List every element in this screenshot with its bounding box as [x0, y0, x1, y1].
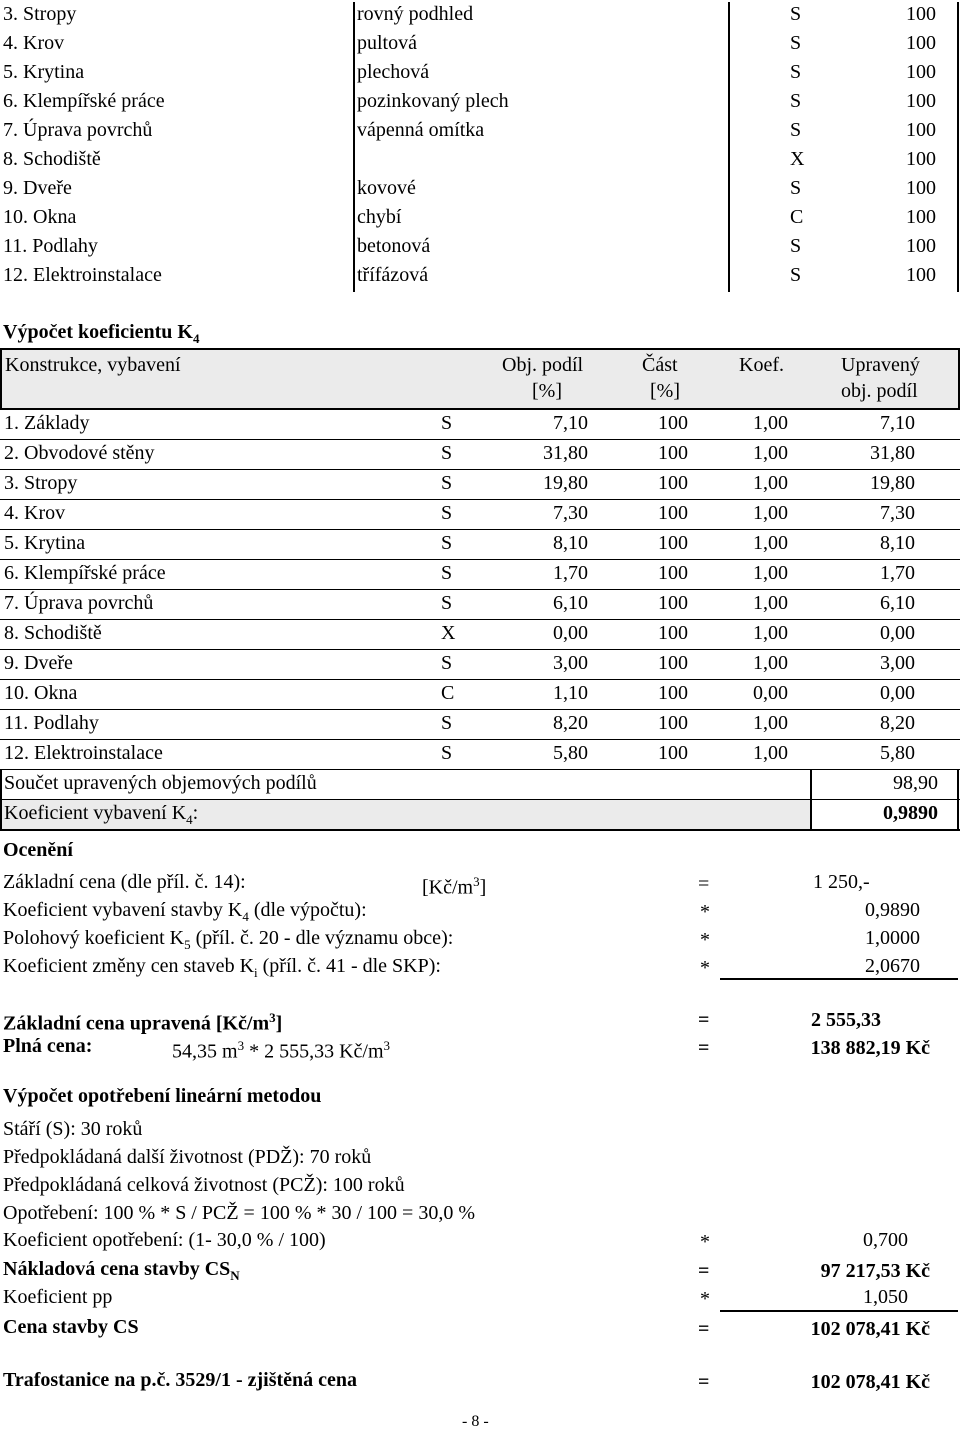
row-code: X [441, 622, 456, 644]
final-price-operator: = [698, 1371, 710, 1393]
row-description: betonová [357, 235, 431, 257]
row-coef: 1,00 [753, 622, 788, 644]
row-code: S [790, 119, 802, 141]
table-row [0, 710, 960, 740]
k4-label: Koeficient vybavení $K_4$: [4, 802, 199, 827]
row-name: 8. Schodiště [4, 622, 102, 644]
row-name: 1. Základy [4, 412, 90, 434]
row-code: S [441, 412, 453, 434]
k4-table [0, 348, 960, 831]
row-code: S [790, 61, 802, 83]
row-coef: 1,00 [753, 442, 788, 464]
building-price-label: Cena stavby CS [3, 1316, 139, 1338]
row-adjusted-share: 8,10 [880, 532, 915, 554]
row-adjusted-share: 7,30 [880, 502, 915, 524]
row-name: 7. Úprava povrchů [3, 119, 153, 141]
row-code: S [790, 235, 802, 257]
header-adjusted-share: obj. podíl [841, 380, 918, 402]
row-part: 100 [658, 622, 688, 644]
row-part: 100 [658, 532, 688, 554]
sum-label: Součet upravených objemových podílů [4, 772, 317, 794]
k5-line: Polohový koeficient $K_5$ (příl. č. 20 - dle významu obce): [3, 927, 454, 952]
sum-row [0, 770, 960, 800]
row-code: S [790, 177, 802, 199]
pp-coef-operator: * [700, 1288, 710, 1310]
base-price-value: 1 250,- [813, 871, 870, 893]
final-price-value: 102 078,41 Kč [810, 1371, 930, 1393]
row-percent: 100 [906, 32, 936, 54]
row-obj-share: 8,20 [553, 712, 588, 734]
row-part: 100 [658, 712, 688, 734]
row-name: 12. Elektroinstalace [4, 742, 163, 764]
row-part: 100 [658, 502, 688, 524]
k4-table-header [0, 348, 960, 410]
row-adjusted-share: 7,10 [880, 412, 915, 434]
row-name: 12. Elektroinstalace [3, 264, 162, 286]
table-row [0, 89, 960, 118]
remaining-life-line: Předpokládaná další životnost (PDŽ): 70 roků [3, 1146, 372, 1168]
row-code: S [441, 502, 453, 524]
row-code: S [790, 264, 802, 286]
table-row [0, 500, 960, 530]
row-adjusted-share: 8,20 [880, 712, 915, 734]
row-obj-share: 7,10 [553, 412, 588, 434]
building-price-value: 102 078,41 Kč [810, 1318, 930, 1340]
full-price-label: Plná cena: [3, 1035, 93, 1057]
row-description: kovové [357, 177, 416, 199]
cost-price-value: 97 217,53 Kč [820, 1260, 930, 1282]
row-obj-share: 6,10 [553, 592, 588, 614]
table-row [0, 176, 960, 205]
row-obj-share: 7,30 [553, 502, 588, 524]
depreciation-coef-value: 0,700 [863, 1229, 908, 1251]
row-adjusted-share: 5,80 [880, 742, 915, 764]
row-name: 8. Schodiště [3, 148, 101, 170]
row-name: 11. Podlahy [3, 235, 98, 257]
header-part-unit: [%] [650, 380, 680, 402]
table-row [0, 590, 960, 620]
row-coef: 1,00 [753, 502, 788, 524]
table-row [0, 470, 960, 500]
full-price-formula: 54,35 $m^3 * 2$ 555,33 $Kč/m^3$ [172, 1038, 390, 1063]
row-percent: 100 [906, 90, 936, 112]
base-price-label: Základní cena (dle příl. č. 14): [3, 871, 246, 893]
row-obj-share: 8,10 [553, 532, 588, 554]
row-obj-share: 1,70 [553, 562, 588, 584]
row-code: S [790, 90, 802, 112]
depreciation-coef-label: Koeficient opotřebení: (1- 30,0 % / 100) [3, 1229, 326, 1251]
k5-line-value: 1,0000 [865, 927, 920, 949]
row-coef: 1,00 [753, 412, 788, 434]
row-name: 9. Dveře [3, 177, 72, 199]
table-row [0, 410, 960, 440]
table-row [0, 60, 960, 89]
row-obj-share: 0,00 [553, 622, 588, 644]
row-code: C [790, 206, 804, 228]
row-adjusted-share: 0,00 [880, 622, 915, 644]
row-part: 100 [658, 682, 688, 704]
ki-line: Koeficient změny cen staveb $K_i$ (příl. č. 41 - dle SKP): [3, 955, 441, 980]
header-part: Část [642, 354, 678, 376]
adjusted-base-price-value: 2 555,33 [811, 1009, 881, 1031]
age-line: Stáří (S): 30 roků [3, 1118, 143, 1140]
row-adjusted-share: 19,80 [870, 472, 915, 494]
header-coef: Koef. [739, 354, 784, 376]
pp-coef-label: Koeficient pp [3, 1286, 113, 1308]
row-name: 5. Krytina [3, 61, 85, 83]
row-adjusted-share: 0,00 [880, 682, 915, 704]
row-name: 4. Krov [3, 32, 65, 54]
row-percent: 100 [906, 177, 936, 199]
row-description: třífázová [357, 264, 429, 286]
full-price-value: 138 882,19 Kč [810, 1037, 930, 1059]
row-percent: 100 [906, 3, 936, 25]
table-row [0, 2, 960, 31]
row-coef: 1,00 [753, 562, 788, 584]
ki-operator: * [700, 957, 710, 979]
row-part: 100 [658, 472, 688, 494]
table-row [0, 530, 960, 560]
row-name: 6. Klempířské práce [3, 90, 165, 112]
table-row [0, 680, 960, 710]
row-part: 100 [658, 562, 688, 584]
depreciation-line: Opotřebení: 100 % * S / PCŽ = 100 % * 30 / 100 = 30,0 % [3, 1202, 475, 1224]
row-percent: 100 [906, 206, 936, 228]
row-obj-share: 1,10 [553, 682, 588, 704]
row-part: 100 [658, 652, 688, 674]
row-percent: 100 [906, 235, 936, 257]
row-part: 100 [658, 742, 688, 764]
valuation-title: Ocenění [3, 839, 73, 861]
row-part: 100 [658, 412, 688, 434]
row-adjusted-share: 3,00 [880, 652, 915, 674]
row-adjusted-share: 31,80 [870, 442, 915, 464]
row-name: 2. Obvodové stěny [4, 442, 155, 464]
row-obj-share: 3,00 [553, 652, 588, 674]
table-row [0, 740, 960, 770]
row-code: X [790, 148, 805, 170]
row-coef: 0,00 [753, 682, 788, 704]
row-code: S [441, 562, 453, 584]
depreciation-title: Výpočet opotřebení lineární metodou [3, 1085, 322, 1107]
row-part: 100 [658, 592, 688, 614]
k4-line-value: 0,9890 [865, 899, 920, 921]
adjusted-base-price-label: Základní cena upravená $[Kč/m^3]$ [3, 1010, 283, 1035]
header-obj-share: Obj. podíl [502, 354, 584, 376]
row-name: 9. Dveře [4, 652, 73, 674]
adjusted-base-operator: = [698, 1009, 710, 1031]
row-coef: 1,00 [753, 592, 788, 614]
row-coef: 1,00 [753, 652, 788, 674]
building-price-operator: = [698, 1318, 710, 1340]
row-description: pultová [357, 32, 417, 54]
row-code: S [441, 652, 453, 674]
cost-price-label: Nákladová cena stavby $CS_N$ [3, 1258, 240, 1283]
depreciation-coef-operator: * [700, 1231, 710, 1253]
row-part: 100 [658, 442, 688, 464]
row-obj-share: 31,80 [543, 442, 588, 464]
total-underline [720, 1310, 958, 1312]
k5-operator: * [700, 929, 710, 951]
header-construction: Konstrukce, vybavení [5, 354, 181, 376]
row-name: 3. Stropy [4, 472, 78, 494]
row-percent: 100 [906, 119, 936, 141]
row-adjusted-share: 1,70 [880, 562, 915, 584]
row-adjusted-share: 6,10 [880, 592, 915, 614]
row-description: pozinkovaný plech [357, 90, 509, 112]
row-name: 7. Úprava povrchů [4, 592, 154, 614]
row-description: vápenná omítka [357, 119, 485, 141]
row-name: 3. Stropy [3, 3, 77, 25]
row-code: S [441, 712, 453, 734]
row-code: S [441, 532, 453, 554]
total-life-line: Předpokládaná celková životnost (PCŽ): 100 roků [3, 1174, 405, 1196]
pp-coef-value: 1,050 [863, 1286, 908, 1308]
table-row [0, 147, 960, 176]
ki-line-value: 2,0670 [865, 955, 920, 977]
row-percent: 100 [906, 264, 936, 286]
table-row [0, 440, 960, 470]
k4-coefficient-row [0, 800, 960, 831]
row-description: plechová [357, 61, 430, 83]
cost-price-operator: = [698, 1260, 710, 1282]
sum-value: 98,90 [893, 772, 938, 794]
k4-operator: * [700, 901, 710, 923]
row-coef: 1,00 [753, 742, 788, 764]
row-name: 4. Krov [4, 502, 66, 524]
structure-table-top [0, 2, 960, 292]
row-coef: 1,00 [753, 472, 788, 494]
table-row [0, 263, 960, 292]
base-price-operator: = [698, 873, 710, 895]
page-number: - 8 - [462, 1413, 489, 1430]
row-percent: 100 [906, 61, 936, 83]
table-row [0, 205, 960, 234]
row-name: 5. Krytina [4, 532, 86, 554]
table-row [0, 31, 960, 60]
row-code: C [441, 682, 455, 704]
row-code: S [790, 32, 802, 54]
row-code: S [790, 3, 802, 25]
k4-section-title: Výpočet koeficientu $K_4$ [3, 321, 200, 346]
full-price-operator: = [698, 1037, 710, 1059]
row-percent: 100 [906, 148, 936, 170]
row-code: S [441, 472, 453, 494]
row-code: S [441, 742, 453, 764]
row-name: 10. Okna [4, 682, 78, 704]
row-code: S [441, 592, 453, 614]
header-adjusted: Upravený [841, 354, 920, 376]
row-name: 10. Okna [3, 206, 77, 228]
table-row [0, 560, 960, 590]
base-price-unit: $[Kč/m^3]$ [422, 874, 487, 899]
final-price-label: Trafostanice na p.č. 3529/1 - zjištěná cena [3, 1369, 358, 1391]
k4-line: Koeficient vybavení stavby $K_4$ (dle výpočtu): [3, 899, 367, 924]
row-coef: 1,00 [753, 532, 788, 554]
table-row [0, 118, 960, 147]
row-name: 11. Podlahy [4, 712, 99, 734]
row-obj-share: 5,80 [553, 742, 588, 764]
row-description: rovný podhled [357, 3, 474, 25]
row-coef: 1,00 [753, 712, 788, 734]
table-row [0, 234, 960, 263]
row-code: S [441, 442, 453, 464]
k4-value: 0,9890 [883, 802, 938, 824]
header-obj-share-unit: [%] [532, 380, 562, 402]
table-row [0, 650, 960, 680]
sum-underline [720, 978, 958, 980]
row-obj-share: 19,80 [543, 472, 588, 494]
row-name: 6. Klempířské práce [4, 562, 166, 584]
table-row [0, 620, 960, 650]
row-description: chybí [357, 206, 402, 228]
